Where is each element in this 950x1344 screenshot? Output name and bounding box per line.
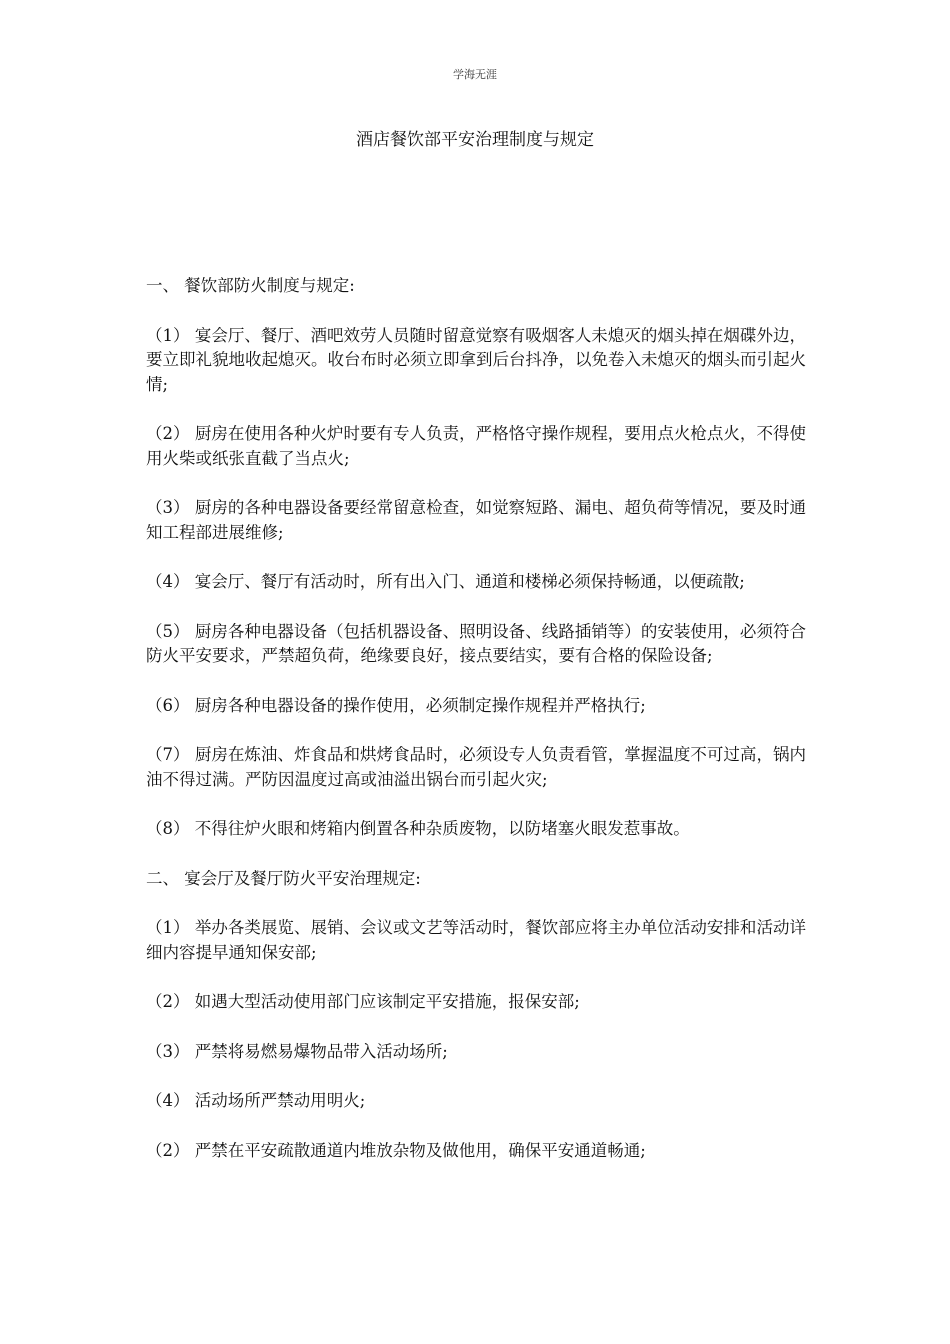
paragraph-item: （5） 厨房各种电器设备（包括机器设备、照明设备、线路插销等）的安装使用，必须符合防火平安要求，严禁超负荷，绝缘要良好，接点要结实，要有合格的保险设备;	[146, 621, 806, 665]
section-heading-fire-rules: 一、 餐饮部防火制度与规定:	[146, 276, 355, 295]
paragraph-item: （2） 如遇大型活动使用部门应该制定平安措施，报保安部;	[146, 992, 580, 1011]
paragraph-item: （7） 厨房在炼油、炸食品和烘烤食品时，必须设专人负责看管，掌握温度不可过高，锅内油不得过满。严防因温度过高或油溢出锅台而引起火灾;	[146, 745, 806, 789]
paragraph-item: （2） 严禁在平安疏散通道内堆放杂物及做他用，确保平安通道畅通;	[146, 1140, 646, 1160]
paragraph-item: （1） 宴会厅、餐厅、酒吧效劳人员随时留意觉察有吸烟客人未熄灭的烟头掉在烟碟外边，要立即礼貌地收起熄灭。收台布时必须立即拿到后台抖净，以免卷入未熄灭的烟头而引起火情;	[146, 325, 806, 394]
paragraph-item: （1） 举办各类展览、展销、会议或文艺等活动时，餐饮部应将主办单位活动安排和活动详细内容提早通知保安部;	[146, 918, 806, 962]
paragraph-item: （6） 厨房各种电器设备的操作使用，必须制定操作规程并严格执行;	[146, 695, 646, 715]
paragraph-item: （3） 厨房的各种电器设备要经常留意检查，如觉察短路、漏电、超负荷等情况，要及时通知工程部进展维修;	[146, 498, 806, 542]
paragraph-item: （8） 不得往炉火眼和烤箱内倒置各种杂质废物，以防堵塞火眼发惹事故。	[146, 819, 690, 838]
section-heading-banquet-rules: 二、 宴会厅及餐厅防火平安治理规定:	[146, 868, 421, 888]
paragraph-item: （3） 严禁将易燃易爆物品带入活动场所;	[146, 1041, 448, 1061]
paragraph-item: （4） 宴会厅、餐厅有活动时，所有出入门、通道和楼梯必须保持畅通，以便疏散;	[146, 572, 745, 591]
paragraph-item: （4） 活动场所严禁动用明火;	[146, 1091, 366, 1110]
paragraph-item: （2） 厨房在使用各种火炉时要有专人负责，严格恪守操作规程，要用点火枪点火，不得使用火柴或纸张直截了当点火;	[146, 424, 806, 468]
document-title: 酒店餐饮部平安治理制度与规定	[356, 130, 594, 150]
page-header: 学海无涯	[453, 68, 497, 81]
document-body	[146, 274, 806, 1188]
